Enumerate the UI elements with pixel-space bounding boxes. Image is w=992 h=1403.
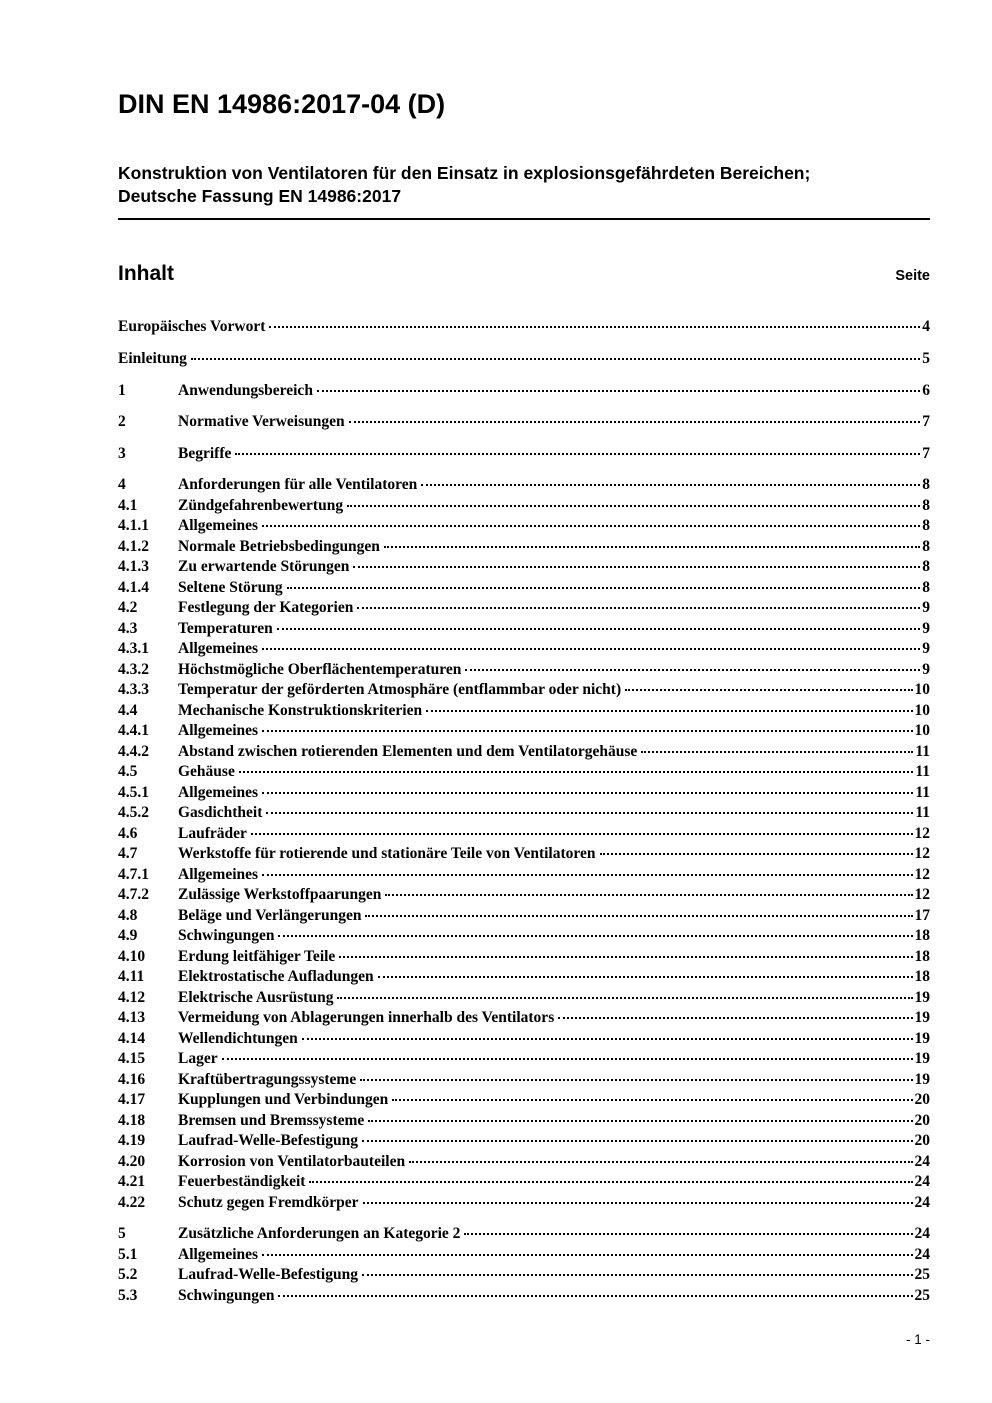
toc-entry-page: 10 [914, 701, 930, 719]
toc-entry [118, 1224, 930, 1245]
toc-leader-dots [278, 1295, 912, 1297]
toc-entry-page: 12 [914, 886, 930, 904]
toc-entry-page: 9 [922, 640, 930, 658]
toc-entry-page: 11 [915, 804, 930, 822]
toc-entry-title: Korrosion von Ventilatorbauteilen [178, 1152, 406, 1170]
toc-entry-page: 9 [922, 660, 930, 678]
toc-entry-page: 24 [914, 1225, 930, 1243]
toc-entry [118, 1131, 930, 1152]
toc-entry-title: Erdung leitfähiger Teile [178, 947, 336, 965]
toc-entry [118, 906, 930, 927]
toc-entry [118, 537, 930, 558]
toc-entry-title: Allgemeines [178, 722, 259, 740]
toc-entry [118, 639, 930, 660]
toc-leader-dots [337, 997, 912, 999]
toc-entry-title: Höchstmögliche Oberflächentemperaturen [178, 660, 462, 678]
document-subtitle-line-1: Konstruktion von Ventilatoren für den Einsatz in explosionsgefährdeten Bereichen; [118, 162, 811, 183]
toc-entry-page: 10 [914, 722, 930, 740]
toc-entry-number: 4.16 [118, 1070, 146, 1088]
toc-entry-number: 4.13 [118, 1009, 146, 1027]
toc-entry-title: Beläge und Verlängerungen [178, 906, 362, 924]
toc-entry-number: 4.7 [118, 845, 138, 863]
toc-leader-dots [266, 812, 913, 814]
toc-entry [118, 844, 930, 865]
toc-leader-dots [317, 390, 920, 392]
toc-entry [118, 578, 930, 599]
toc-entry-number: 4.11 [118, 968, 145, 986]
toc-leader-dots [641, 751, 913, 753]
document-subtitle-line-2: Deutsche Fassung EN 14986:2017 [118, 186, 402, 207]
toc-entry-title: Seltene Störung [178, 578, 283, 596]
toc-entry-title: Bremsen und Bremssysteme [178, 1111, 365, 1129]
toc-leader-dots [421, 484, 920, 486]
toc-leader-dots [339, 956, 912, 958]
toc-leader-dots [262, 730, 912, 732]
toc-entry-title: Gehäuse [178, 763, 235, 781]
toc-entry [118, 1029, 930, 1050]
toc-entry [118, 783, 930, 804]
toc-leader-dots [262, 525, 920, 527]
toc-entry-page: 25 [914, 1266, 930, 1284]
toc-entry-title: Laufrad-Welle-Befestigung [178, 1132, 358, 1150]
toc-entry-title: Temperaturen [178, 619, 273, 637]
toc-entry-page: 25 [914, 1286, 930, 1304]
toc-entry [118, 381, 930, 402]
toc-entry-number: 2 [118, 413, 126, 431]
toc-entry-title: Zulässige Werkstoffpaarungen [178, 886, 382, 904]
toc-entry-page: 19 [914, 988, 930, 1006]
toc-entry-page: 18 [914, 927, 930, 945]
toc-entry [118, 947, 930, 968]
toc-entry-page: 5 [922, 350, 930, 368]
toc-entry-number: 4.1.4 [118, 578, 149, 596]
toc-entry [118, 598, 930, 619]
toc-entry-title: Laufräder [178, 824, 247, 842]
contents-heading: Inhalt [118, 261, 174, 285]
toc-leader-dots [368, 1120, 912, 1122]
toc-entry-title: Kraftübertragungssysteme [178, 1070, 357, 1088]
toc-leader-dots [625, 689, 912, 691]
toc-entry [118, 1070, 930, 1091]
toc-leader-dots [378, 976, 913, 978]
toc-entry-page: 4 [922, 317, 930, 335]
toc-entry-number: 4.7.1 [118, 865, 149, 883]
toc-entry [118, 1090, 930, 1111]
toc-leader-dots [426, 710, 912, 712]
toc-entry-page: 24 [914, 1173, 930, 1191]
toc-entry-title: Temperatur der geförderten Atmosphäre (entflammbar oder nicht) [178, 681, 622, 699]
toc-entry-number: 4.3.1 [118, 640, 149, 658]
toc-leader-dots [353, 566, 920, 568]
toc-entry-page: 12 [914, 845, 930, 863]
toc-entry-title: Europäisches Vorwort [118, 317, 266, 335]
toc-entry-page: 24 [914, 1193, 930, 1211]
toc-entry [118, 762, 930, 783]
toc-entry-page: 11 [915, 783, 930, 801]
toc-entry-number: 4.1.1 [118, 517, 149, 535]
toc-entry-number: 5.3 [118, 1286, 138, 1304]
toc-entry-page: 9 [922, 619, 930, 637]
toc-entry-number: 4 [118, 476, 126, 494]
toc-entry [118, 660, 930, 681]
footer-page-number: - 1 - [905, 1332, 930, 1347]
toc-entry-title: Lager [178, 1050, 218, 1068]
toc-entry-page: 8 [922, 476, 930, 494]
toc-leader-dots [262, 792, 913, 794]
toc-entry-title: Zündgefahrenbewertung [178, 496, 344, 514]
toc-entry-title: Mechanische Konstruktionskriterien [178, 701, 423, 719]
toc-entry-number: 4.3.3 [118, 681, 149, 699]
toc-entry [118, 1008, 930, 1029]
toc-entry-number: 4.5.2 [118, 804, 149, 822]
toc-leader-dots [465, 669, 920, 671]
contents-header [118, 262, 930, 286]
toc-entry-page: 6 [922, 381, 930, 399]
toc-entry-page: 8 [922, 496, 930, 514]
toc-entry [118, 1172, 930, 1193]
toc-entry-page: 12 [914, 865, 930, 883]
toc-entry-number: 4.10 [118, 947, 146, 965]
toc-entry [118, 475, 930, 496]
toc-entry-title: Feuerbeständigkeit [178, 1173, 306, 1191]
toc-entry-title: Wellendichtungen [178, 1029, 298, 1047]
toc-entry-title: Elektrostatische Aufladungen [178, 968, 374, 986]
toc-entry-number: 4.1.2 [118, 537, 149, 555]
toc-entry-title: Anforderungen für alle Ventilatoren [178, 476, 418, 494]
toc-entry-title: Allgemeines [178, 865, 259, 883]
toc-entry-page: 20 [914, 1111, 930, 1129]
toc-entry-number: 4.6 [118, 824, 138, 842]
toc-leader-dots [558, 1017, 912, 1019]
toc-entry-number: 4.9 [118, 927, 138, 945]
toc-entry-title: Laufrad-Welle-Befestigung [178, 1266, 358, 1284]
toc-entry-number: 1 [118, 381, 126, 399]
toc-leader-dots [262, 1254, 912, 1256]
toc-entry-number: 4.8 [118, 906, 138, 924]
toc-leader-dots [235, 453, 920, 455]
toc-leader-dots [278, 935, 912, 937]
toc-entry-number: 4.4.1 [118, 722, 149, 740]
toc-entry-title: Allgemeines [178, 1245, 259, 1263]
toc-leader-dots [251, 833, 913, 835]
toc-entry-page: 9 [922, 599, 930, 617]
toc-entry-title: Anwendungsbereich [178, 381, 313, 399]
toc-entry-title: Gasdichtheit [178, 804, 263, 822]
toc-entry-page: 19 [914, 1009, 930, 1027]
toc-leader-dots [262, 874, 912, 876]
toc-leader-dots [385, 894, 912, 896]
toc-entry-number: 4.4.2 [118, 742, 149, 760]
toc-entry-title: Zu erwartende Störungen [178, 558, 350, 576]
toc-entry-number: 4.2 [118, 599, 138, 617]
toc-entry [118, 721, 930, 742]
toc-leader-dots [262, 648, 920, 650]
toc-leader-dots [277, 628, 921, 630]
toc-entry [118, 988, 930, 1009]
toc-entry [118, 496, 930, 517]
toc-entry [118, 926, 930, 947]
toc-leader-dots [392, 1099, 912, 1101]
toc-entry [118, 619, 930, 640]
toc-entry-title: Schwingungen [178, 927, 275, 945]
toc-entry-number: 4.19 [118, 1132, 146, 1150]
toc-entry-page: 19 [914, 1029, 930, 1047]
toc-leader-dots [222, 1058, 913, 1060]
toc-entry [118, 557, 930, 578]
toc-entry-page: 12 [914, 824, 930, 842]
toc-entry [118, 1286, 930, 1307]
toc-leader-dots [362, 1274, 913, 1276]
toc-entry-title: Elektrische Ausrüstung [178, 988, 334, 1006]
toc-entry-page: 17 [914, 906, 930, 924]
toc-entry [118, 1152, 930, 1173]
toc-entry-number: 4.14 [118, 1029, 146, 1047]
toc-entry-page: 19 [914, 1050, 930, 1068]
toc-entry [118, 444, 930, 465]
toc-entry-page: 19 [914, 1070, 930, 1088]
toc-entry-title: Festlegung der Kategorien [178, 599, 354, 617]
toc-leader-dots [464, 1233, 912, 1235]
toc-entry-number: 4.20 [118, 1152, 146, 1170]
toc-entry-number: 4.5.1 [118, 783, 149, 801]
toc-leader-dots [239, 771, 914, 773]
toc-entry-number: 4.17 [118, 1091, 146, 1109]
toc-entry-title: Begriffe [178, 444, 232, 462]
document-subtitle [118, 162, 930, 220]
toc-entry-title: Schwingungen [178, 1286, 275, 1304]
toc-entry-page: 7 [922, 444, 930, 462]
page-column-label: Seite [895, 267, 930, 284]
toc-entry [118, 1245, 930, 1266]
toc-entry-number: 4.5 [118, 763, 138, 781]
toc-leader-dots [269, 326, 920, 328]
toc-entry-number: 4.4 [118, 701, 138, 719]
toc-leader-dots [357, 607, 920, 609]
toc-entry-number: 4.1 [118, 496, 138, 514]
toc-entry-number: 4.12 [118, 988, 146, 1006]
toc-entry-page: 24 [914, 1152, 930, 1170]
toc-leader-dots [347, 505, 920, 507]
toc-entry-number: 4.15 [118, 1050, 146, 1068]
toc-entry-title: Schutz gegen Fremdkörper [178, 1193, 359, 1211]
toc-entry-number: 5.2 [118, 1266, 138, 1284]
toc-entry-page: 18 [914, 947, 930, 965]
toc-entry-page: 20 [914, 1132, 930, 1150]
toc-entry-page: 10 [914, 681, 930, 699]
toc-entry [118, 967, 930, 988]
toc-entry [118, 1265, 930, 1286]
toc-entry-page: 24 [914, 1245, 930, 1263]
toc-entry [118, 412, 930, 433]
toc-leader-dots [365, 915, 912, 917]
toc-entry-number: 5 [118, 1225, 126, 1243]
toc-entry-number: 3 [118, 444, 126, 462]
toc-entry-title: Vermeidung von Ablagerungen innerhalb des Ventilators [178, 1009, 555, 1027]
toc-entry [118, 701, 930, 722]
toc-entry-number: 4.1.3 [118, 558, 149, 576]
toc-entry-title: Allgemeines [178, 517, 259, 535]
toc-entry [118, 680, 930, 701]
toc-entry-number: 5.1 [118, 1245, 138, 1263]
toc-entry [118, 1111, 930, 1132]
toc-entry-page: 20 [914, 1091, 930, 1109]
toc-leader-dots [191, 358, 920, 360]
toc-entry-title: Normative Verweisungen [178, 413, 345, 431]
toc-leader-dots [287, 587, 921, 589]
toc-entry [118, 803, 930, 824]
toc-entry-number: 4.7.2 [118, 886, 149, 904]
toc-leader-dots [362, 1140, 913, 1142]
toc-entry-page: 11 [915, 763, 930, 781]
toc-entry-page: 8 [922, 558, 930, 576]
toc-list [118, 317, 930, 1307]
toc-leader-dots [360, 1079, 912, 1081]
toc-entry-title: Kupplungen und Verbindungen [178, 1091, 389, 1109]
toc-entry-number: 4.22 [118, 1193, 146, 1211]
toc-entry-title: Werkstoffe für rotierende und stationäre Teile von Ventilatoren [178, 845, 596, 863]
toc-leader-dots [363, 1202, 913, 1204]
toc-entry-title: Abstand zwischen rotierenden Elementen und dem Ventilatorgehäuse [178, 742, 638, 760]
toc-leader-dots [600, 853, 913, 855]
toc-leader-dots [409, 1161, 912, 1163]
toc-entry-number: 4.3.2 [118, 660, 149, 678]
toc-entry-page: 18 [914, 968, 930, 986]
toc-entry-page: 8 [922, 578, 930, 596]
document-number-title: DIN EN 14986:2017-04 (D) [118, 89, 446, 119]
toc-leader-dots [309, 1181, 912, 1183]
toc-entry [118, 1193, 930, 1214]
toc-entry-title: Einleitung [118, 350, 187, 368]
toc-entry [118, 865, 930, 886]
toc-leader-dots [384, 546, 920, 548]
toc-entry [118, 317, 930, 338]
toc-entry-page: 7 [922, 413, 930, 431]
toc-leader-dots [349, 421, 921, 423]
toc-entry-title: Allgemeines [178, 640, 259, 658]
toc-entry-page: 11 [915, 742, 930, 760]
toc-entry-page: 8 [922, 537, 930, 555]
toc-entry [118, 516, 930, 537]
toc-entry-title: Allgemeines [178, 783, 259, 801]
toc-entry [118, 1049, 930, 1070]
toc-entry [118, 824, 930, 845]
toc-entry [118, 885, 930, 906]
toc-entry-title: Zusätzliche Anforderungen an Kategorie 2 [178, 1225, 461, 1243]
toc-entry-number: 4.3 [118, 619, 138, 637]
toc-entry-number: 4.18 [118, 1111, 146, 1129]
toc-entry-page: 8 [922, 517, 930, 535]
toc-entry-title: Normale Betriebsbedingungen [178, 537, 380, 555]
toc-leader-dots [302, 1038, 913, 1040]
toc-entry [118, 742, 930, 763]
toc-entry [118, 349, 930, 370]
toc-entry-number: 4.21 [118, 1173, 146, 1191]
